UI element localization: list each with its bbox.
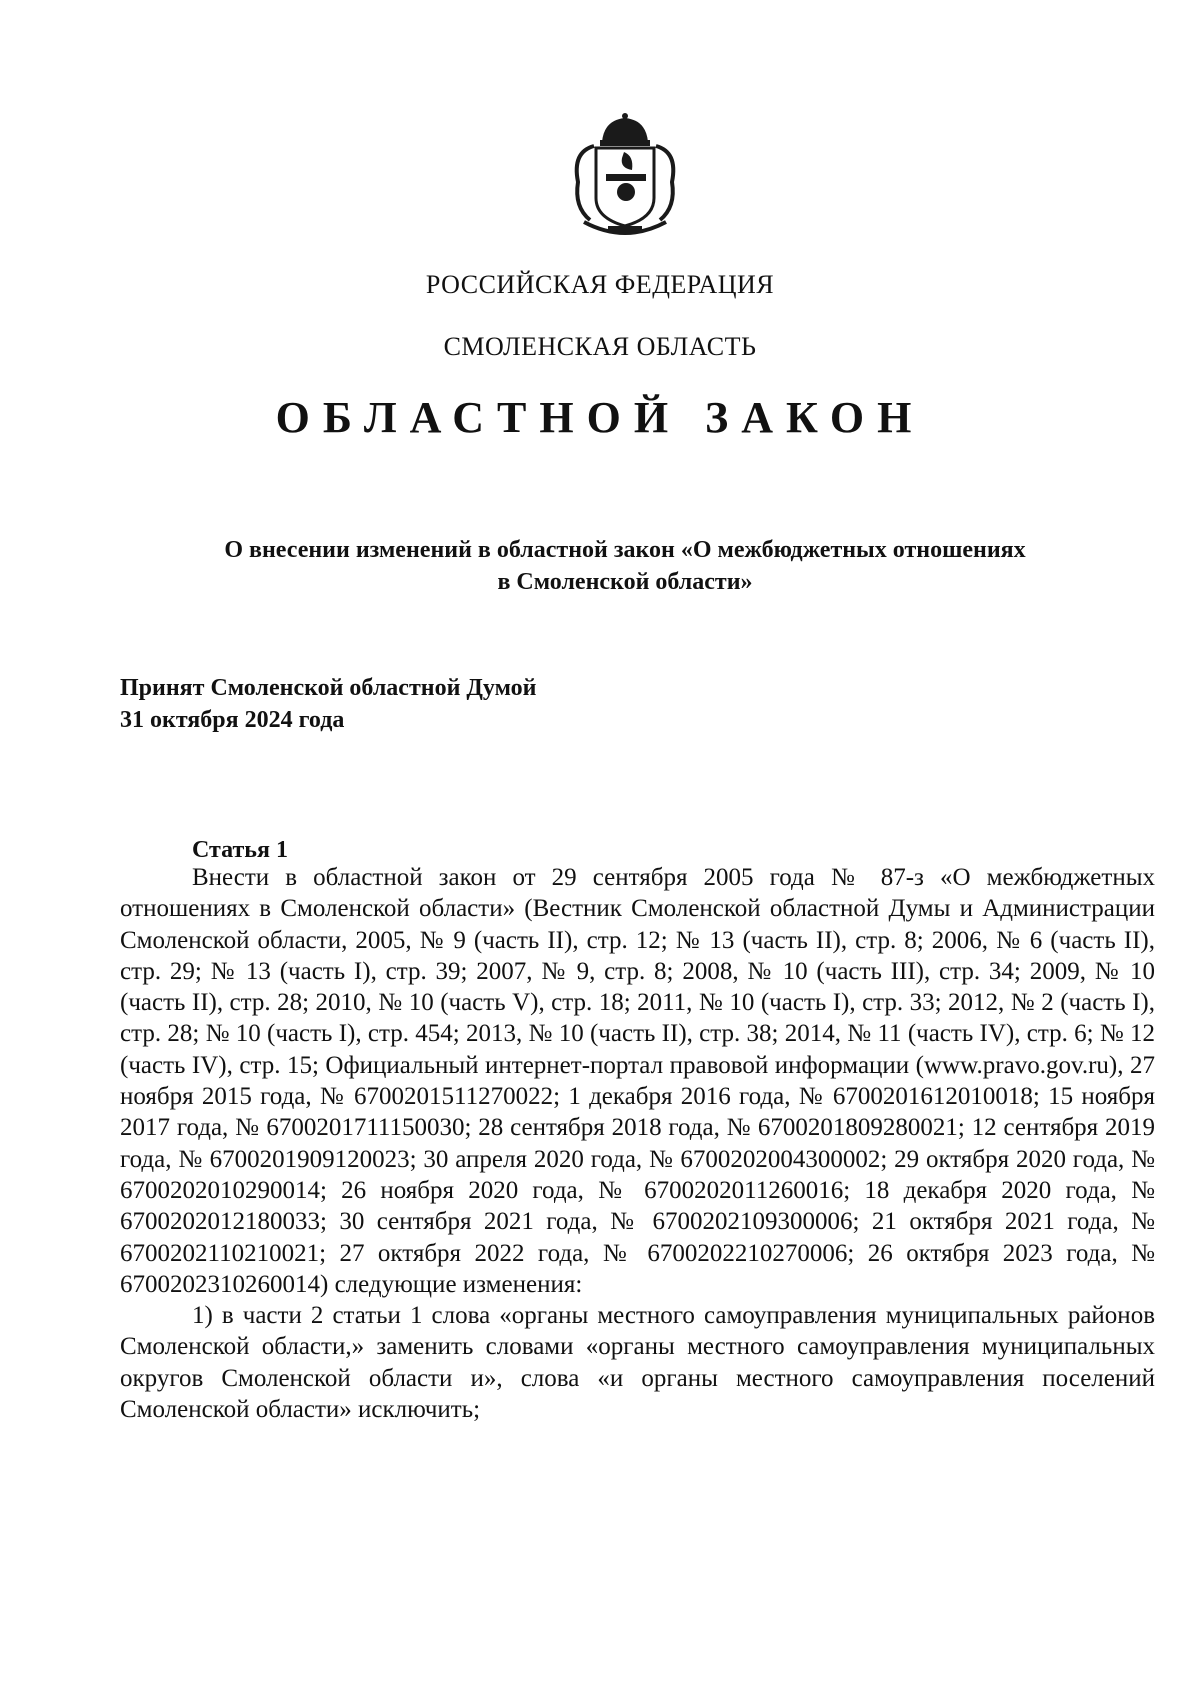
adoption-date: 31 октября 2024 года	[120, 707, 345, 733]
article-body	[120, 862, 1155, 1425]
document-type-title: ОБЛАСТНОЙ ЗАКОН	[275, 393, 925, 442]
adopted-by: Принят Смоленской областной Думой	[120, 675, 537, 701]
country-title: РОССИЙСКАЯ ФЕДЕРАЦИЯ	[425, 270, 775, 299]
article-intro-paragraph: Внести в областной закон от 29 сентября 2005 года № 87-з «О межбюджетных отношениях в Смоленской области» (Вестник Смоленской областной Думы и Администрации Смоленской области, 2005, № 9 (часть II), стр. 12; № 13 (часть II), стр. 8; 2006, № 6 (часть II), стр. 29; № 13 (часть I), стр. 39; 2007, № 9, стр. 8; 2008, № 10 (часть III), стр. 34; 2009, № 10 (часть II), стр. 28; 2010, № 10 (часть V), стр. 18; 2011, № 10 (часть I), стр. 33; 2012, № 2 (часть I), стр. 28; № 10 (часть I), стр. 454; 2013, № 10 (часть II), стр. 38; 2014, № 11 (часть IV), стр. 6; № 12 (часть IV), стр. 15; Официальный интернет-портал правовой информации (www.pravo.gov.ru), 27 ноября 2015 года, № 6700201511270022; 1 декабря 2016 года, № 6700201612010018; 15 ноября 2017 года, № 6700201711150030; 28 сентября 2018 года, № 6700201809280021; 12 сентября 2019 года, № 6700201909120023; 30 апреля 2020 года, № 6700202004300002; 29 октября 2020 года, № 6700202010290014; 26 ноября 2020 года, № 6700202011260016; 18 декабря 2020 года, № 6700202012180033; 30 сентября 2021 года, № 6700202109300006; 21 октября 2021 года, № 6700202110210021; 27 октября 2022 года, № 6700202210270006; 26 октября 2023 года, № 6700202310260014) следующие изменения:	[120, 864, 1155, 1298]
smolensk-coat-of-arms-icon	[564, 112, 686, 244]
law-subject	[150, 534, 1100, 598]
law-subject-line: в Смоленской области»	[497, 569, 753, 595]
law-subject-line: О внесении изменений в областной закон «О межбюджетных отношениях	[224, 537, 1026, 563]
adoption-info	[120, 672, 536, 736]
region-title: СМОЛЕНСКАЯ ОБЛАСТЬ	[443, 332, 757, 361]
article-item-paragraph: 1) в части 2 статьи 1 слова «органы местного самоуправления муниципальных районов Смоленской области,» заменить словами «органы местного самоуправления муниципальных округов Смоленской области и», слова «и органы местного самоуправления поселений Смоленской области» исключить;	[120, 1302, 1155, 1424]
article-title: Статья 1	[192, 837, 288, 863]
